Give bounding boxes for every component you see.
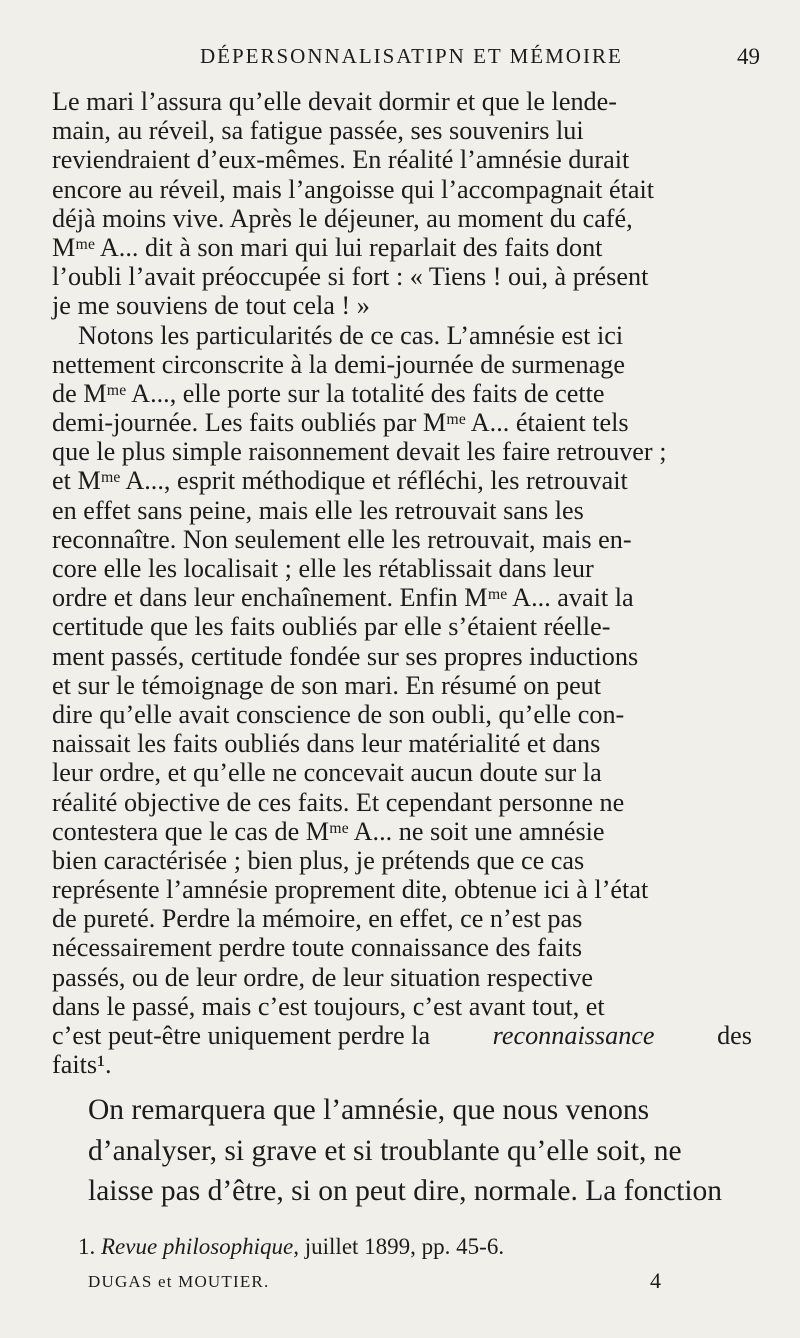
text-line: certitude que les faits oubliés par elle s’étaient réelle- — [52, 612, 611, 642]
text-line: ment passés, certitude fondée sur ses propres inductions — [52, 641, 639, 671]
text-line: nécessairement perdre toute connaissance des faits — [52, 933, 583, 963]
text-line: demi-journée. Les faits oubliés par Mᵐᵉ A... étaient tels — [52, 408, 629, 438]
footnote-marker: 1. — [78, 1234, 96, 1259]
text-line: déjà moins vive. Après le déjeuner, au moment du café, — [52, 203, 633, 233]
body-text — [52, 87, 752, 1079]
text-fragment: c’est peut-être uniquement perdre la — [52, 1021, 431, 1050]
text-line: reviendraient d’eux-mêmes. En réalité l’amnésie durait — [52, 145, 630, 175]
text-line: contestera que le cas de Mᵐᵉ A... ne soit une amnésie — [52, 816, 605, 846]
text-line: faits¹. — [52, 1050, 112, 1080]
text-line: l’oubli l’avait préoccupée si fort : « Tiens ! oui, à présent — [52, 262, 649, 292]
text-fragment: des — [717, 1021, 752, 1050]
text-line: encore au réveil, mais l’angoisse qui l’accompagnait était — [52, 174, 655, 204]
text-line: main, au réveil, sa fatigue passée, ses souvenirs lui — [52, 116, 584, 146]
page-number: 49 — [737, 44, 760, 69]
running-head — [0, 44, 800, 74]
running-title: DÉPERSONNALISATIPN ET MÉMOIRE — [200, 44, 623, 68]
text-line: de pureté. Perdre la mémoire, en effet, ce n’est pas — [52, 904, 583, 934]
text-line: core elle les localisait ; elle les rétablissait dans leur — [52, 554, 594, 583]
text-line: dire qu’elle avait conscience de son oubli, qu’elle con- — [52, 699, 625, 729]
footnote-details: juillet 1899, pp. 45-6. — [304, 1234, 505, 1259]
text-line: que le plus simple raisonnement devait les faire retrouver ; — [52, 437, 667, 467]
text-line: Mᵐᵉ A... dit à son mari qui lui reparlait des faits dont — [52, 232, 603, 262]
text-line-large: On remarquera que l’amnésie, que nous venons — [88, 1094, 650, 1126]
text-line: Le mari l’assura qu’elle devait dormir et que le lende- — [52, 87, 617, 116]
text-line-large: d’analyser, si grave et si troublante qu’elle soit, ne — [88, 1134, 682, 1167]
text-line: et Mᵐᵉ A..., esprit méthodique et réfléchi, les retrouvait — [52, 466, 628, 496]
text-line: et sur le témoignage de son mari. En résumé on peut — [52, 670, 602, 700]
text-line: ordre et dans leur enchaînement. Enfin Mᵐᵉ A... avait la — [52, 583, 634, 613]
text-line: passés, ou de leur ordre, de leur situation respective — [52, 962, 594, 992]
text-line: naissait les faits oubliés dans leur matérialité et dans — [52, 729, 601, 759]
text-line — [52, 1021, 752, 1050]
sheet-number: 4 — [650, 1268, 661, 1293]
text-line: dans le passé, mais c’est toujours, c’est avant tout, et — [52, 991, 605, 1021]
text-line: bien caractérisée ; bien plus, je prétends que ce cas — [52, 845, 585, 875]
text-line: de Mᵐᵉ A..., elle porte sur la totalité des faits de cette — [52, 378, 605, 408]
body-text-large — [88, 1090, 750, 1212]
text-line: je me souviens de tout cela ! » — [52, 291, 370, 321]
footnote — [78, 1234, 504, 1260]
emphasis: reconnaissance — [492, 1021, 655, 1050]
text-line: leur ordre, et qu’elle ne concevait aucun doute sur la — [52, 758, 602, 788]
footnote-source: Revue philosophique, — [101, 1234, 300, 1259]
text-line: reconnaître. Non seulement elle les retrouvait, mais en- — [52, 524, 632, 554]
text-line: représente l’amnésie proprement dite, obtenue ici à l’état — [52, 875, 649, 905]
signature-mark: DUGAS et MOUTIER. — [88, 1272, 270, 1291]
text-line: Notons les particularités de ce cas. L’amnésie est ici — [78, 320, 624, 350]
text-line: en effet sans peine, mais elle les retrouvait sans les — [52, 495, 584, 525]
text-line: réalité objective de ces faits. Et cependant personne ne — [52, 787, 625, 817]
text-line: nettement circonscrite à la demi-journée de surmenage — [52, 349, 625, 379]
text-line-large: laisse pas d’être, si on peut dire, normale. La fonction — [88, 1175, 723, 1207]
